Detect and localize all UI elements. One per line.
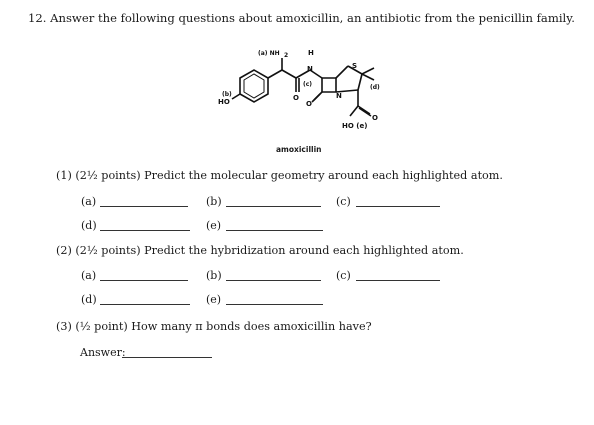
label-ho-left: HO [218,98,230,106]
p1-blank-e[interactable] [226,230,323,231]
p2-blank-d[interactable] [100,304,190,305]
p2-blank-c[interactable] [356,280,440,281]
structure-caption: amoxicillin [276,145,322,154]
p2-label-a: (a) [81,269,97,282]
p2-blank-e[interactable] [226,304,323,305]
label-o-beta: O [306,100,312,108]
p1-label-a: (a) [81,195,97,208]
p1-blank-d[interactable] [100,230,190,231]
label-s: S [352,62,358,70]
question-title [28,11,575,25]
p1-label-e: (e) [206,219,222,232]
label-o-amide: O [293,94,299,102]
p2-label-e: (e) [206,293,222,306]
part3-prompt: (3) (½ point) How many π bonds does amoxicillin have? [56,320,372,333]
label-ho-e: HO (e) [342,122,368,130]
benzene-inner-ring [244,74,264,98]
label-c: (c) [303,81,313,88]
label-nh2: (a) NH [258,50,280,57]
p2-label-d: (d) [81,293,97,306]
label-n-amide: N [307,65,313,73]
label-n-ring: N [336,92,342,100]
p1-label-d: (d) [81,219,97,232]
p2-label-c: (c) [336,269,351,282]
answer-label: Answer: [80,346,126,359]
p1-label-c: (c) [336,195,351,208]
label-o-acid: O [372,114,378,122]
part2-prompt: (2) (2½ points) Predict the hybridization around each highlighted atom. [56,244,464,257]
part1-prompt: (1) (2½ points) Predict the molecular geometry around each highlighted atom. [56,169,503,182]
p2-label-b: (b) [206,269,222,282]
label-b: (b) [222,91,232,98]
structure-drawing [210,44,390,154]
question-text: Answer the following questions about amoxicillin, an antibiotic from the penicillin family. [50,11,575,25]
p2-blank-a[interactable] [100,280,188,281]
label-h: H [308,49,314,57]
question-number: 12. [28,11,47,25]
p2-blank-b[interactable] [226,280,321,281]
answer-blank[interactable] [122,357,212,358]
p1-blank-b[interactable] [226,206,321,207]
label-nh2-sub: 2 [284,52,289,59]
p1-blank-a[interactable] [100,206,188,207]
amoxicillin-structure [210,44,390,154]
label-d: (d) [370,84,380,91]
p1-blank-c[interactable] [356,206,440,207]
p1-label-b: (b) [206,195,222,208]
